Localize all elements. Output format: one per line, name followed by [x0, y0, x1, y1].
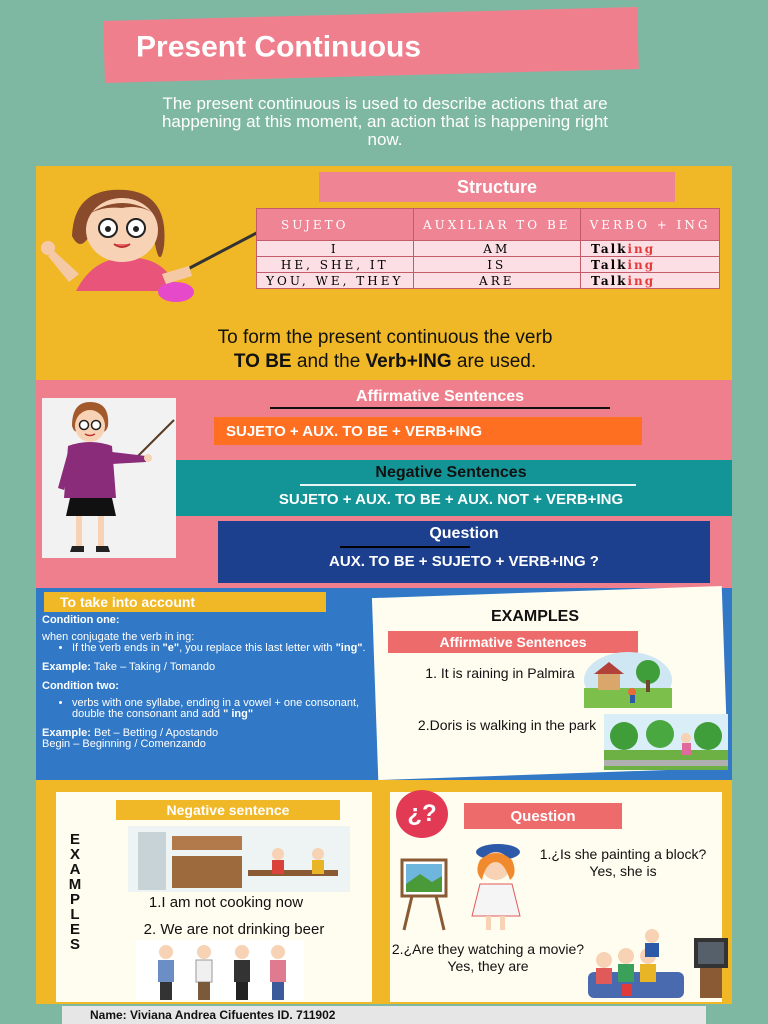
- example-text: Take – Taking / Tomando: [90, 661, 216, 673]
- girl-painting-image: [400, 840, 524, 932]
- affirmative-example-1: 1. It is raining in Palmira: [425, 665, 575, 681]
- negative-heading: Negative Sentences: [375, 464, 527, 481]
- form-line-1: To form the present continuous the verb: [217, 327, 553, 348]
- verb-stem: Talk: [591, 241, 628, 256]
- negative-formula: SUJETO + AUX. TO BE + AUX. NOT + VERB+ING: [278, 491, 624, 508]
- verb-suffix: ing: [627, 257, 656, 272]
- header-auxiliar: AUXILIAR TO BE: [413, 209, 581, 241]
- row-verb: [581, 257, 720, 273]
- answer-1-text: Yes, she is: [589, 863, 657, 879]
- question-examples-heading: Question: [464, 803, 622, 829]
- park-walk-image: [604, 714, 728, 770]
- vertical-letters: EXAMPLES: [68, 831, 82, 953]
- negative-example-2: 2. We are not drinking beer: [143, 921, 325, 938]
- header-verbo: VERBO + ING: [581, 209, 720, 241]
- example-text: Bet – Betting / Apostando: [90, 727, 219, 739]
- row-subject: I: [257, 241, 414, 257]
- condition-two-title: Condition two:: [42, 680, 119, 692]
- author-footer: Name: Viviana Andrea Cifuentes ID. 711902: [62, 1006, 706, 1024]
- affirmative-formula: SUJETO + AUX. TO BE + VERB+ING: [214, 417, 642, 445]
- row-verb: [581, 241, 720, 257]
- answer-2-text: Yes, they are: [447, 958, 529, 974]
- take-into-account-heading: To take into account: [44, 592, 326, 612]
- bullet-bold: "e": [162, 642, 180, 654]
- example-one: [42, 662, 374, 673]
- row-verb: [581, 273, 720, 289]
- bullet-text: If the verb ends in: [72, 642, 163, 654]
- question-example-2: [390, 941, 586, 975]
- intro-text: The present continuous is used to describe actions that are happening at this moment, an action that is happening right now.: [161, 94, 609, 149]
- question-2-text: 2.¿Are they watching a movie?: [391, 941, 585, 957]
- structure-table-header: [257, 209, 720, 241]
- affirmative-heading: Affirmative Sentences: [355, 388, 525, 405]
- negative-example-1: 1.I am not cooking now: [148, 894, 304, 911]
- table-row: [257, 257, 720, 273]
- double-arrow-icon: [270, 407, 610, 409]
- bullet-text: , you replace this last letter with: [179, 642, 336, 654]
- bullet-text: .: [362, 642, 366, 654]
- condition-two-list: [72, 698, 374, 720]
- title-banner: [103, 7, 638, 83]
- affirmative-example-2: 2.Doris is walking in the park: [417, 717, 597, 733]
- examples-affirmative-heading: Affirmative Sentences: [388, 631, 638, 653]
- row-aux: ARE: [413, 273, 581, 289]
- kitchen-image: [128, 826, 350, 892]
- table-row: [257, 241, 720, 257]
- examples-title: EXAMPLES: [490, 608, 579, 625]
- form-mid: and the: [291, 351, 366, 372]
- page-title: Present Continuous: [136, 30, 422, 64]
- teacher-standing-illustration: [42, 398, 176, 558]
- example-two-line-2: Begin – Beginning / Comenzando: [42, 738, 206, 750]
- question-formula: AUX. TO BE + SUJETO + VERB+ING ?: [329, 553, 599, 570]
- list-item: [72, 643, 374, 654]
- question-example-1: [528, 846, 718, 880]
- negative-sentence-heading: Negative sentence: [116, 800, 340, 820]
- form-end: are used.: [451, 351, 537, 372]
- row-subject: HE, SHE, IT: [257, 257, 414, 273]
- form-line-2: [80, 350, 690, 374]
- row-subject: YOU, WE, THEY: [257, 273, 414, 289]
- condition-one-list: [72, 643, 374, 654]
- list-item: [72, 698, 374, 720]
- question-heading: Question: [429, 525, 499, 542]
- question-1-text: 1.¿Is she painting a block?: [539, 846, 707, 862]
- verb-suffix: ing: [627, 273, 656, 288]
- question-mark-icon: ¿?: [396, 790, 448, 838]
- form-bold-to-be: TO BE: [233, 351, 292, 372]
- double-arrow-icon: [340, 546, 470, 548]
- condition-one-title: Condition one:: [42, 614, 120, 626]
- rain-scene-image: [584, 652, 672, 708]
- vertical-examples-label: [64, 832, 86, 952]
- row-aux: IS: [413, 257, 581, 273]
- bullet-text: verbs with one syllabe, ending in a vowel + one consonant, double the consonant and add: [72, 697, 360, 720]
- bullet-bold: "ing": [335, 642, 363, 654]
- drinking-people-image: [136, 940, 304, 1000]
- teacher-pointing-illustration: [34, 186, 274, 306]
- condition-one-intro: when conjugate the verb in ing:: [42, 631, 195, 643]
- example-label: Example:: [42, 661, 91, 673]
- table-row: [257, 273, 720, 289]
- rules-text: [42, 615, 374, 752]
- header-sujeto: SUJETO: [257, 209, 414, 241]
- bullet-bold: " ing": [223, 708, 254, 720]
- structure-heading: Structure: [319, 172, 675, 202]
- double-arrow-icon: [300, 484, 636, 486]
- form-bold-verb-ing: Verb+ING: [365, 351, 452, 372]
- family-watching-movie-image: [582, 926, 732, 1002]
- row-aux: AM: [413, 241, 581, 257]
- verb-stem: Talk: [591, 257, 628, 272]
- structure-explanation: [80, 326, 690, 374]
- example-label: Example:: [42, 727, 91, 739]
- verb-suffix: ing: [627, 241, 656, 256]
- verb-stem: Talk: [591, 273, 628, 288]
- structure-table: [256, 208, 720, 289]
